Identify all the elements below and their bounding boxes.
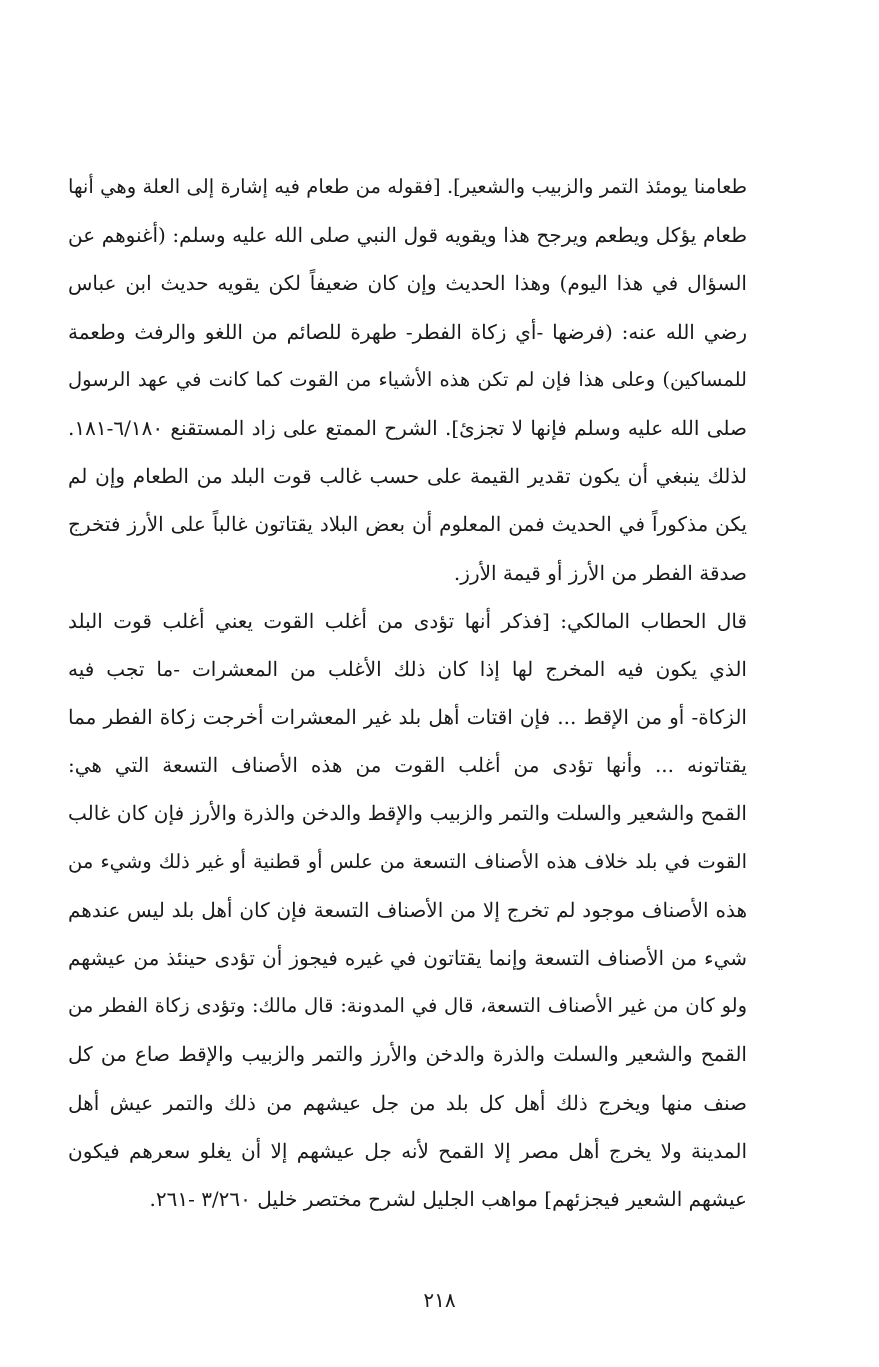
text-line-22: عيشهم الشعير فيجزئهم] مواهب الجليل لشرح مختصر خليل ٣/٢٦٠ -٢٦١. [149,1186,747,1211]
text-line-4: رضي الله عنه: (فرضها -أي زكاة الفطر- طهرة للصائم من اللغو والرفث وطعمة [68,319,747,344]
text-line-19: القمح والشعير والسلت والذرة والدخن والأرز والتمر والزبيب والإقط صاع من كل [68,1042,747,1067]
text-line-7: لذلك ينبغي أن يكون تقدير القيمة على حسب غالب قوت البلد من الطعام وإن لم [68,464,747,489]
text-line-3: السؤال في هذا اليوم) وهذا الحديث وإن كان ضعيفاً لكن يقويه حديث ابن عباس [68,271,747,296]
text-line-21: المدينة ولا يخرج أهل مصر إلا القمح لأنه جل عيشهم إلا أن يغلو سعرهم فيكون [68,1138,747,1163]
text-line-18: ولو كان من غير الأصناف التسعة، قال في المدونة: قال مالك: وتؤدى زكاة الفطر من [68,994,747,1018]
text-line-10: قال الحطاب المالكي: [فذكر أنها تؤدى من أغلب القوت يعني أغلب قوت البلد [68,608,747,633]
text-line-16: هذه الأصناف موجود لم تخرج إلا من الأصناف التسعة فإن كان أهل بلد ليس عندهم [68,897,747,922]
page-number: ٢١٨ [423,1288,456,1312]
text-line-11: الذي يكون فيه المخرج لها إذا كان ذلك الأغلب من المعشرات -ما تجب فيه [68,656,747,681]
text-line-6: صلى الله عليه وسلم فإنها لا تجزئ]. الشرح الممتع على زاد المستقنع ٦/١٨٠-١٨١. [68,415,747,440]
text-line-9: صدقة الفطر من الأرز أو قيمة الأرز. [453,560,747,585]
text-line-2: طعام يؤكل ويطعم ويرجح هذا ويقويه قول النبي صلى الله عليه وسلم: (أغنوهم عن [68,223,747,248]
text-line-14: القمح والشعير والسلت والتمر والزبيب والإقط والدخن والذرة والأرز فإن كان غالب [68,801,747,826]
text-line-13: يقتاتونه ... وأنها تؤدى من أغلب القوت من هذه الأصناف التسعة التي هي: [68,753,747,778]
text-line-17: شيء من الأصناف التسعة وإنما يقتاتون في غيره فيجوز أن تؤدى حينئذ من عيشهم [68,946,747,970]
text-line-8: يكن مذكوراً في الحديث فمن المعلوم أن بعض البلاد يقتاتون غالباً على الأرز فتخرج [68,512,747,537]
body-text [68,163,747,1223]
text-line-12: الزكاة- أو من الإقط ... فإن اقتات أهل بلد غير المعشرات أخرجت زكاة الفطر مما [68,705,747,730]
text-line-20: صنف منها ويخرج ذلك أهل كل بلد من جل عيشهم من ذلك والتمر عيش أهل [68,1090,747,1115]
text-line-1: طعامنا يومئذ التمر والزبيب والشعير]. [فقوله من طعام فيه إشارة إلى العلة وهي أنها [68,175,747,198]
text-line-5: للمساكين) وعلى هذا فإن لم تكن هذه الأشياء من القوت كما كانت في عهد الرسول [68,367,747,391]
text-line-15: القوت في بلد خلاف هذه الأصناف التسعة من علس أو قطنية أو غير ذلك وشيء من [68,849,747,873]
